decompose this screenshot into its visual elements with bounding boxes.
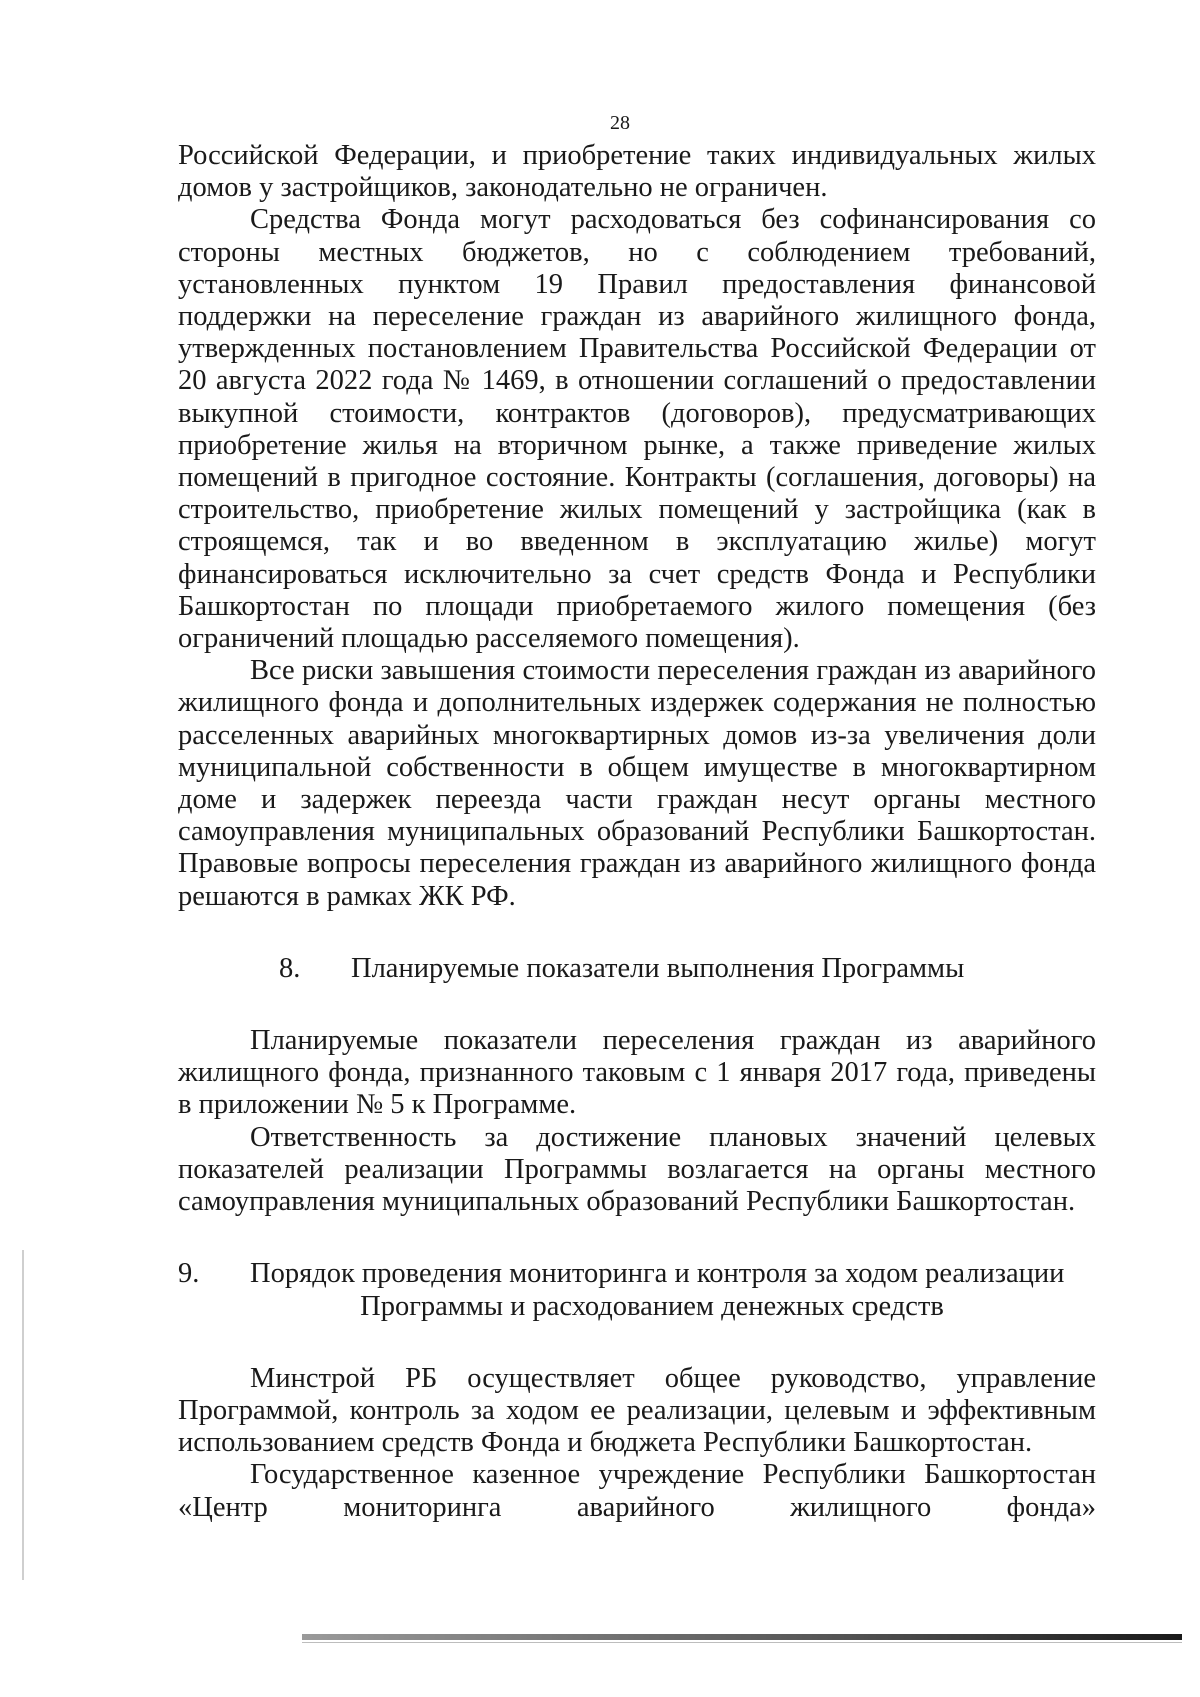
- document-body: [178, 140, 1096, 1524]
- section-8-heading: [178, 953, 1096, 985]
- scan-bottom-edge: [302, 1634, 1182, 1640]
- section-8-title: Планируемые показатели выполнения Программы: [351, 952, 965, 984]
- paragraph-monitoring-center: Государственное казенное учреждение Республики Башкортостан «Центр мониторинга аварийного жилищного фонда»: [178, 1459, 1096, 1523]
- paragraph-risks: Все риски завышения стоимости переселения граждан из аварийного жилищного фонда и дополнительных издержек содержания не полностью расселенных аварийных многоквартирных домов из-за увеличения доли муниципальной собственности в общем имуществе в многоквартирном доме и задержек переезда части граждан несут органы местного самоуправления муниципальных образований Республики Башкортостан. Правовые вопросы переселения граждан из аварийного жилищного фонда решаются в рамках ЖК РФ.: [178, 655, 1096, 912]
- scan-bottom-edge-thin: [302, 1642, 1182, 1643]
- paragraph-fund-spending: Средства Фонда могут расходоваться без софинансирования со стороны местных бюджетов, но с соблюдением требований, установленных пунктом 19 Правил предоставления финансовой поддержки на переселение граждан из аварийного жилищного фонда, утвержденных постановлением Правительства Российской Федерации от 20 августа 2022 года № 1469, в отношении соглашений о предоставлении выкупной стоимости, контрактов (договоров), предусматривающих приобретение жилья на вторичном рынке, а также приведение жилых помещений в пригодное состояние. Контракты (соглашения, договоры) на строительство, приобретение жилых помещений у застройщика (как в строящемся, так и во введенном в эксплуатацию жилье) могут финансироваться исключительно за счет средств Фонда и Республики Башкортостан по площади приобретаемого жилого помещения (без ограничений площадью расселяемого помещения).: [178, 204, 1096, 655]
- section-8-number: 8.: [279, 952, 301, 984]
- section-9-title-line2: Программы и расходованием денежных средств: [360, 1290, 944, 1322]
- section-9-number: 9.: [178, 1258, 200, 1290]
- section-9-heading: [178, 1258, 1096, 1322]
- page-number: 28: [610, 112, 630, 134]
- paragraph-planned-indicators: Планируемые показатели переселения граждан из аварийного жилищного фонда, признанного таковым с 1 января 2017 года, приведены в приложении № 5 к Программе.: [178, 1025, 1096, 1121]
- scan-edge-line: [22, 1250, 24, 1580]
- paragraph-minstroy: Минстрой РБ осуществляет общее руководство, управление Программой, контроль за ходом ее реализации, целевым и эффективным использованием средств Фонда и бюджета Республики Башкортостан.: [178, 1362, 1096, 1459]
- section-9-title-line1: Порядок проведения мониторинга и контроля за ходом реализации: [250, 1258, 1065, 1290]
- paragraph-responsibility: Ответственность за достижение плановых значений целевых показателей реализации Программы возлагается на органы местного самоуправления муниципальных образований Республики Башкортостан.: [178, 1121, 1096, 1218]
- paragraph-continuation: Российской Федерации, и приобретение таких индивидуальных жилых домов у застройщиков, законодательно не ограничен.: [178, 140, 1096, 204]
